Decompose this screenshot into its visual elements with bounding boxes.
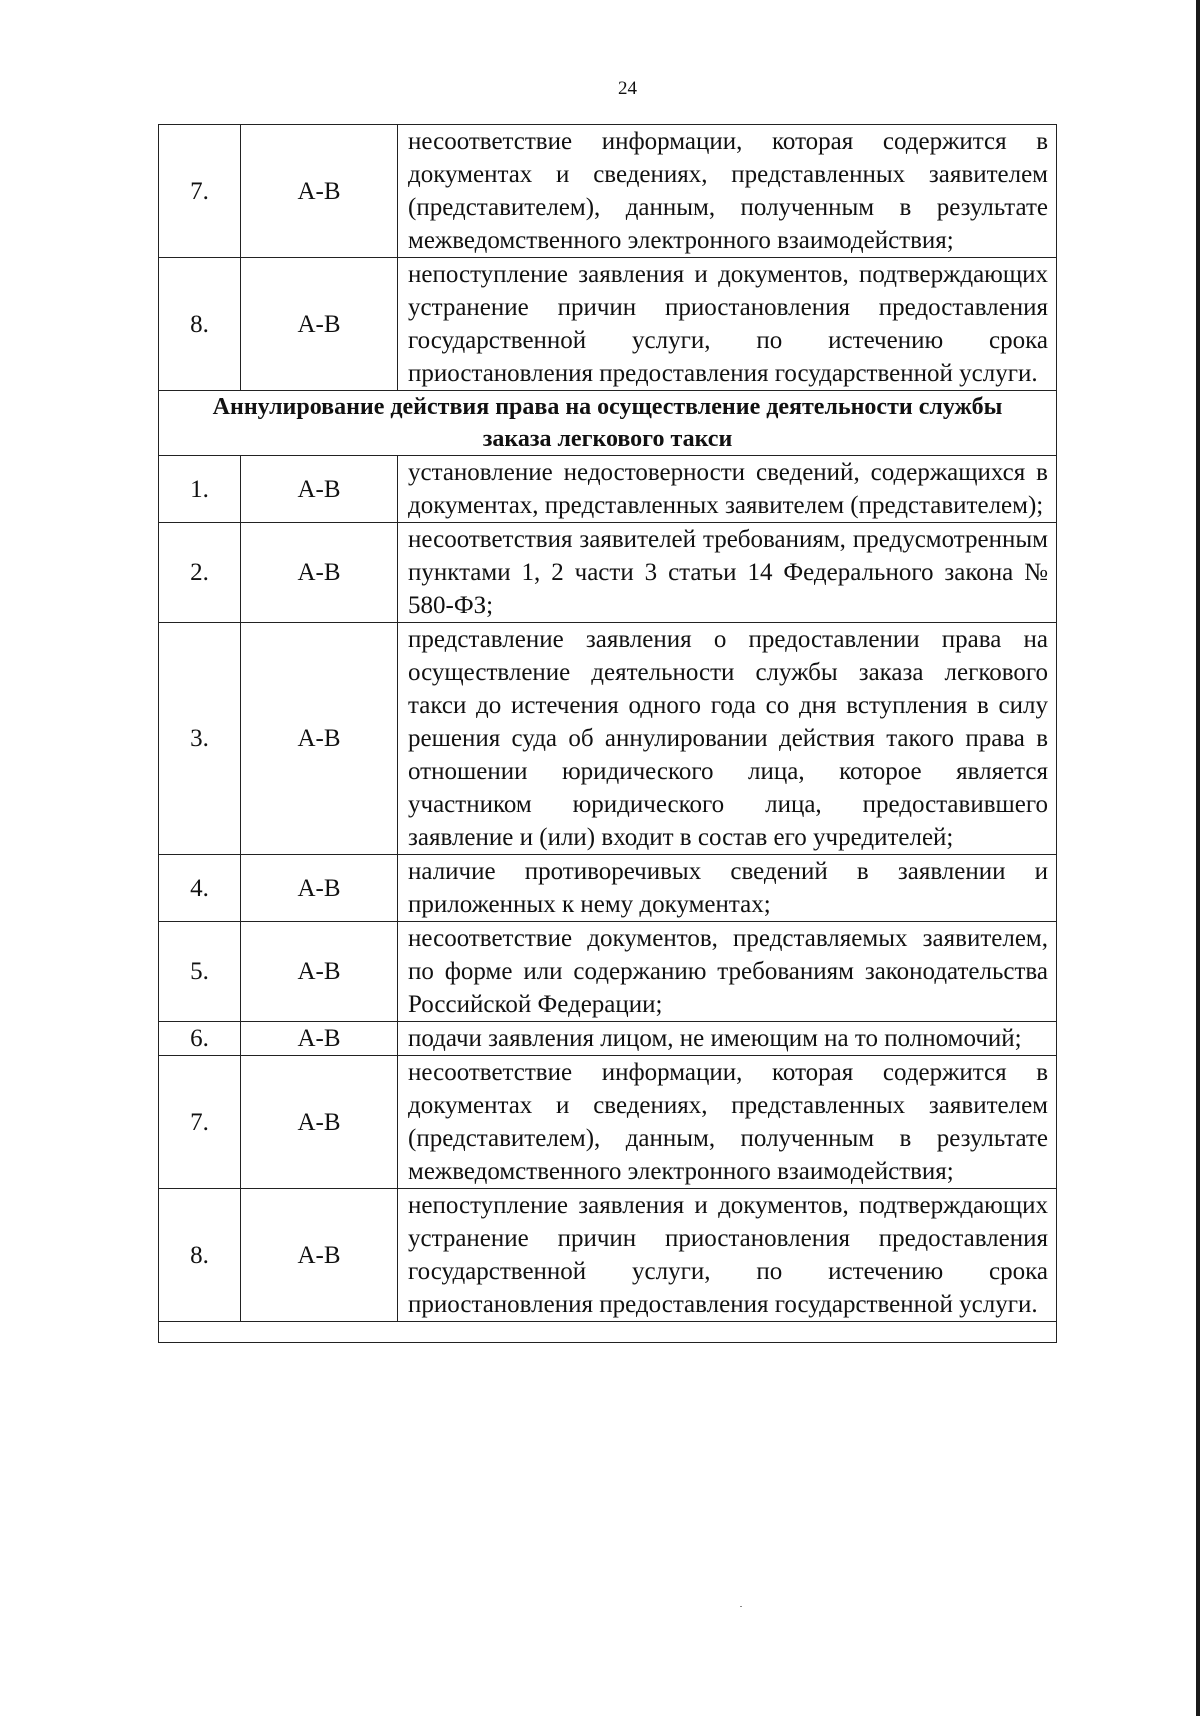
row-description: представление заявления о предоставлении права на осуществление деятельности службы заказа легкового такси до истечения одного года со дня вступления в силу решения суда об аннулировании действия такого права в отношении юридического лица, которое является участником юридического лица, предоставившего заявление и (или) входит в состав его учредителей; (398, 623, 1057, 855)
scan-speck (740, 1606, 742, 1607)
section-heading-row (159, 391, 1057, 456)
table-row (159, 1056, 1057, 1189)
table-row (159, 922, 1057, 1022)
table-row (159, 523, 1057, 623)
row-code: А-В (241, 623, 398, 855)
row-code: А-В (241, 456, 398, 523)
row-code: А-В (241, 258, 398, 391)
row-number: 8. (159, 258, 241, 391)
row-number: 8. (159, 1189, 241, 1322)
table-row (159, 456, 1057, 523)
row-description: непоступление заявления и документов, подтверждающих устранение причин приостановления предоставления государственной услуги, по истечению срока приостановления предоставления государственной услуги. (398, 258, 1057, 391)
section-heading: Аннулирование действия права на осуществление деятельности службы заказа легкового такси (159, 391, 1057, 456)
row-description: несоответствие информации, которая содержится в документах и сведениях, представленных заявителем (представителем), данным, полученным в результате межведомственного электронного взаимодействия; (398, 1056, 1057, 1189)
row-number: 5. (159, 922, 241, 1022)
row-number: 1. (159, 456, 241, 523)
empty-cell (159, 1322, 1057, 1343)
row-number: 3. (159, 623, 241, 855)
table-row (159, 1189, 1057, 1322)
row-code: А-В (241, 125, 398, 258)
row-code: А-В (241, 1189, 398, 1322)
row-code: А-В (241, 855, 398, 922)
row-number: 7. (159, 1056, 241, 1189)
scan-border (1196, 0, 1200, 1716)
table-row (159, 855, 1057, 922)
row-number: 6. (159, 1022, 241, 1056)
row-number: 4. (159, 855, 241, 922)
row-code: А-В (241, 1022, 398, 1056)
table-row (159, 258, 1057, 391)
page-number: 24 (618, 78, 637, 99)
row-number: 2. (159, 523, 241, 623)
row-code: А-В (241, 922, 398, 1022)
table-row (159, 623, 1057, 855)
row-description: подачи заявления лицом, не имеющим на то полномочий; (398, 1022, 1057, 1056)
row-description: несоответствия заявителей требованиям, предусмотренным пунктами 1, 2 части 3 статьи 14 Федерального закона № 580-ФЗ; (398, 523, 1057, 623)
row-code: А-В (241, 1056, 398, 1189)
row-code: А-В (241, 523, 398, 623)
row-number: 7. (159, 125, 241, 258)
row-description: несоответствие информации, которая содержится в документах и сведениях, представленных заявителем (представителем), данным, полученным в результате межведомственного электронного взаимодействия; (398, 125, 1057, 258)
empty-row (159, 1322, 1057, 1343)
row-description: несоответствие документов, представляемых заявителем, по форме или содержанию требованиям законодательства Российской Федерации; (398, 922, 1057, 1022)
table-row (159, 125, 1057, 258)
document-table (158, 124, 1057, 1343)
row-description: наличие противоречивых сведений в заявлении и приложенных к нему документах; (398, 855, 1057, 922)
row-description: установление недостоверности сведений, содержащихся в документах, представленных заявителем (представителем); (398, 456, 1057, 523)
table-row (159, 1022, 1057, 1056)
row-description: непоступление заявления и документов, подтверждающих устранение причин приостановления предоставления государственной услуги, по истечению срока приостановления предоставления государственной услуги. (398, 1189, 1057, 1322)
